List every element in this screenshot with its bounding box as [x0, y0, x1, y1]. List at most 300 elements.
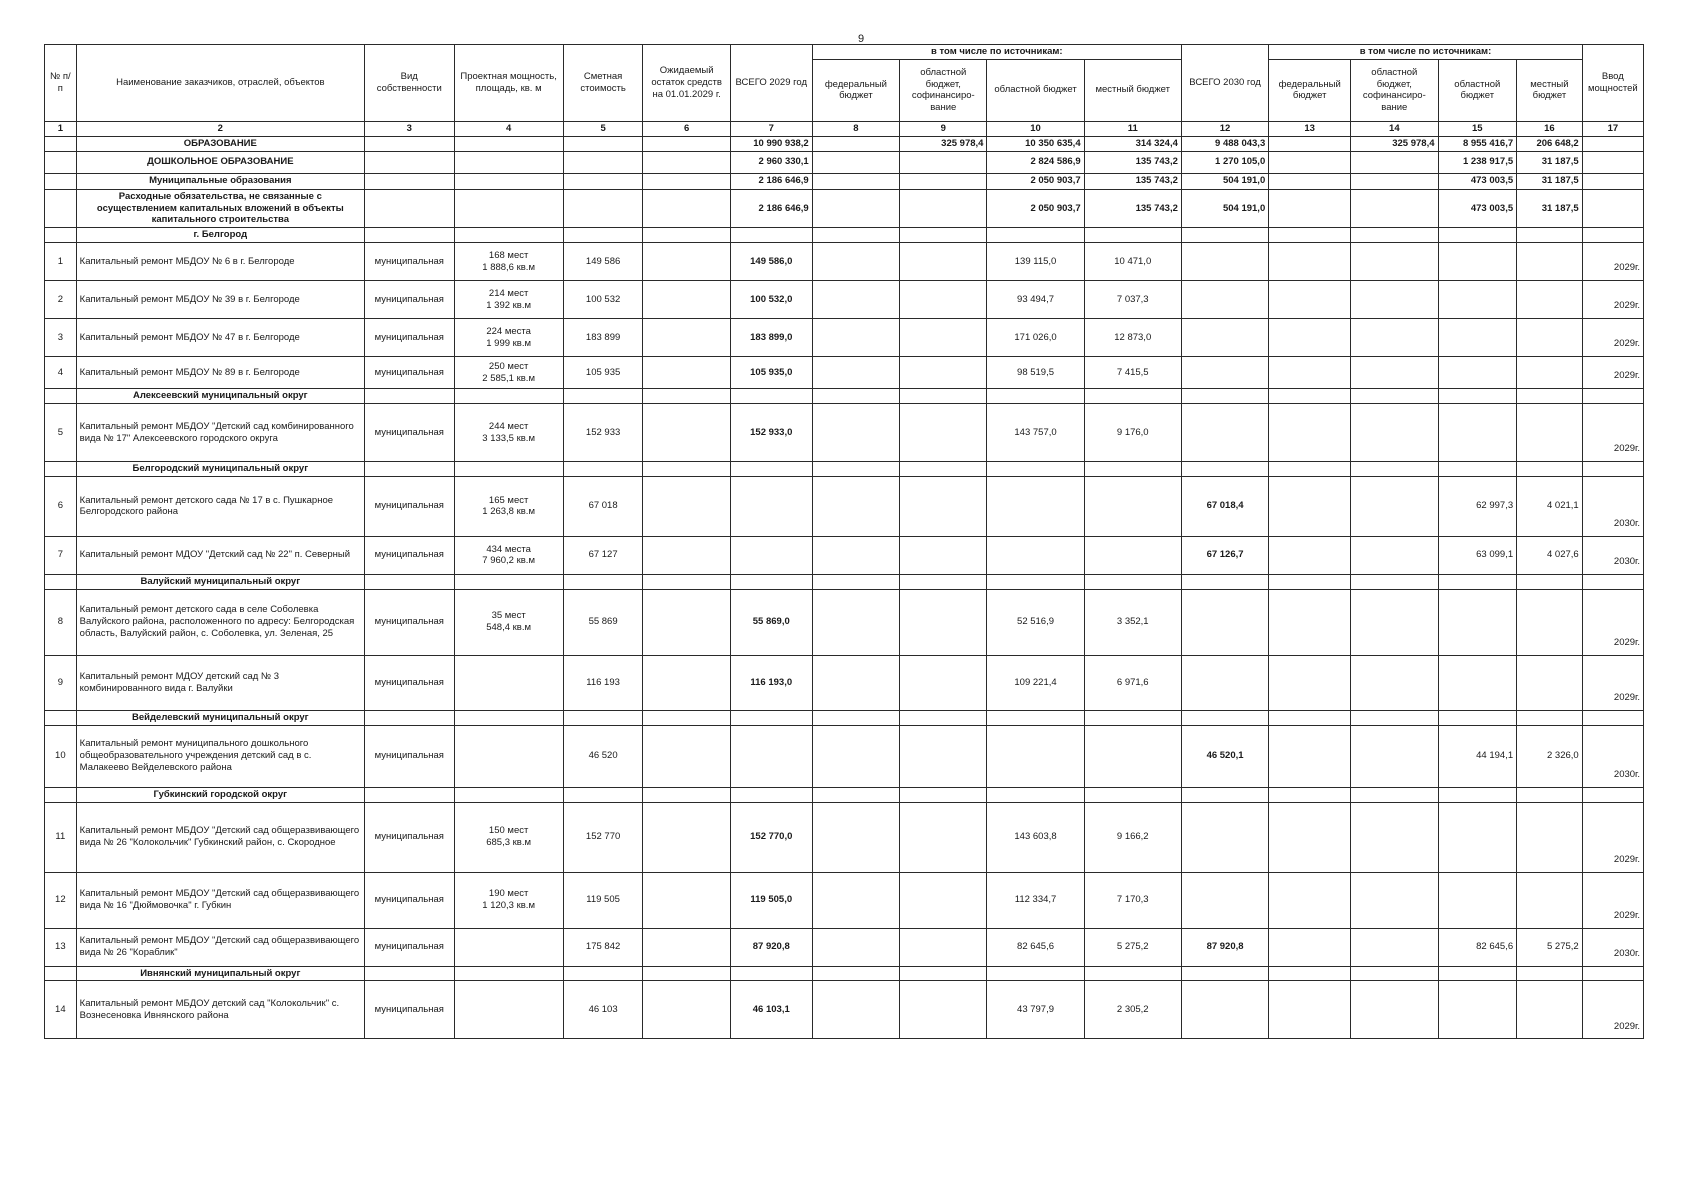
summary-label: Расходные обязательства, не связанные с осуществлением капитальных вложений в объекты капитального строительства — [76, 189, 364, 228]
total-2029: 105 935,0 — [730, 357, 812, 389]
empty-cell — [454, 966, 563, 981]
empty-cell — [563, 228, 643, 243]
local-budget: 5 275,2 — [1084, 928, 1181, 966]
federal-budget — [812, 536, 899, 574]
local-budget: 314 324,4 — [1084, 136, 1181, 151]
table-row — [45, 319, 1644, 357]
regional-cofin-2030 — [1351, 319, 1438, 357]
regional-budget: 2 050 903,7 — [987, 173, 1084, 189]
ownership: муниципальная — [364, 476, 454, 536]
total-2029: 183 899,0 — [730, 319, 812, 357]
balance — [643, 981, 730, 1039]
regional-cofin-2030 — [1351, 589, 1438, 655]
federal-budget — [812, 151, 899, 173]
empty-cell — [364, 710, 454, 725]
federal-budget — [812, 981, 899, 1039]
capacity — [454, 476, 563, 536]
federal-budget-2030 — [1269, 189, 1351, 228]
regional-cofin — [900, 655, 987, 710]
empty-cell — [364, 228, 454, 243]
federal-budget-2030 — [1269, 589, 1351, 655]
capacity-places: 434 места — [486, 543, 531, 555]
balance — [643, 725, 730, 787]
local-budget-2030 — [1517, 655, 1583, 710]
empty-cell — [643, 710, 730, 725]
table-row — [45, 725, 1644, 787]
empty-cell — [1351, 462, 1438, 477]
regional-budget-2030 — [1438, 655, 1517, 710]
empty-cell — [987, 966, 1084, 981]
regional-cofin-2030 — [1351, 189, 1438, 228]
capacity-places: 190 мест — [488, 888, 529, 900]
empty-cell — [812, 787, 899, 802]
total-2029: 152 770,0 — [730, 802, 812, 872]
regional-budget: 52 516,9 — [987, 589, 1084, 655]
object-name: Капитальный ремонт детского сада в селе Соболевка Валуйского района, расположенного по адресу: Белгородская область, Валуйский район, с. Соболевка, ул. Зеленая, 25 — [76, 589, 364, 655]
total-2030: 46 520,1 — [1181, 725, 1268, 787]
row-number — [45, 228, 77, 243]
total-2029: 10 990 938,2 — [730, 136, 812, 151]
empty-cell — [643, 787, 730, 802]
empty-cell — [454, 228, 563, 243]
total-2030 — [1181, 981, 1268, 1039]
federal-budget — [812, 173, 899, 189]
balance — [643, 357, 730, 389]
commission-year: 2030г. — [1582, 725, 1643, 787]
row-number: 9 — [45, 655, 77, 710]
empty-cell — [1084, 389, 1181, 404]
empty-cell — [1438, 710, 1517, 725]
empty-cell — [730, 710, 812, 725]
row-number: 8 — [45, 589, 77, 655]
capacity-places: 224 места — [486, 325, 531, 337]
local-budget: 135 743,2 — [1084, 173, 1181, 189]
commission-year: 2029г. — [1582, 872, 1643, 928]
empty-cell — [643, 574, 730, 589]
federal-budget-2030 — [1269, 357, 1351, 389]
regional-budget: 2 824 586,9 — [987, 151, 1084, 173]
commission-year: 2029г. — [1582, 802, 1643, 872]
balance — [643, 928, 730, 966]
empty-cell — [1438, 966, 1517, 981]
column-number: 2 — [76, 121, 364, 136]
regional-budget: 10 350 635,4 — [987, 136, 1084, 151]
empty-cell — [900, 389, 987, 404]
regional-cofin — [900, 536, 987, 574]
total-2030 — [1181, 802, 1268, 872]
empty-cell — [563, 136, 643, 151]
local-budget-2030: 206 648,2 — [1517, 136, 1583, 151]
empty-cell — [1582, 574, 1643, 589]
row-number: 6 — [45, 476, 77, 536]
column-number: 6 — [643, 121, 730, 136]
header-no: № п/п — [45, 45, 77, 122]
regional-budget-2030: 8 955 416,7 — [1438, 136, 1517, 151]
empty-cell — [1181, 966, 1268, 981]
empty-cell — [730, 787, 812, 802]
section-title: Вейделевский муниципальный округ — [76, 710, 364, 725]
regional-cofin-2030 — [1351, 151, 1438, 173]
commission-cell — [1582, 189, 1643, 228]
regional-cofin-2030 — [1351, 173, 1438, 189]
regional-cofin-2030 — [1351, 476, 1438, 536]
regional-cofin: 325 978,4 — [900, 136, 987, 151]
commission-year: 2030г. — [1582, 536, 1643, 574]
object-name: Капитальный ремонт муниципального дошкольного общеобразовательного учреждения детский сад в с. Малакеево Вейделевского района — [76, 725, 364, 787]
total-2030 — [1181, 281, 1268, 319]
total-2030: 504 191,0 — [1181, 173, 1268, 189]
table-row — [45, 243, 1644, 281]
header-regional: областной бюджет — [987, 59, 1084, 121]
local-budget-2030 — [1517, 404, 1583, 462]
regional-budget: 143 603,8 — [987, 802, 1084, 872]
empty-cell — [812, 966, 899, 981]
empty-cell — [987, 389, 1084, 404]
empty-cell — [563, 966, 643, 981]
row-number: 3 — [45, 319, 77, 357]
empty-cell — [900, 966, 987, 981]
table-row — [45, 281, 1644, 319]
row-number: 13 — [45, 928, 77, 966]
empty-cell — [1181, 787, 1268, 802]
total-2030: 9 488 043,3 — [1181, 136, 1268, 151]
empty-cell — [1084, 228, 1181, 243]
local-budget — [1084, 476, 1181, 536]
object-name: Капитальный ремонт МБДОУ "Детский сад общеразвивающего вида № 26 "Кораблик" — [76, 928, 364, 966]
empty-cell — [563, 151, 643, 173]
object-name: Капитальный ремонт МБДОУ № 6 в г. Белгороде — [76, 243, 364, 281]
ownership: муниципальная — [364, 981, 454, 1039]
regional-cofin — [900, 404, 987, 462]
ownership: муниципальная — [364, 725, 454, 787]
empty-cell — [1582, 389, 1643, 404]
local-budget-2030 — [1517, 357, 1583, 389]
empty-cell — [1582, 787, 1643, 802]
row-number: 10 — [45, 725, 77, 787]
regional-budget-2030: 82 645,6 — [1438, 928, 1517, 966]
empty-cell — [1269, 787, 1351, 802]
empty-cell — [364, 136, 454, 151]
regional-cofin — [900, 589, 987, 655]
empty-cell — [1438, 787, 1517, 802]
empty-cell — [1438, 228, 1517, 243]
commission-year: 2029г. — [1582, 319, 1643, 357]
empty-cell — [643, 228, 730, 243]
object-name: Капитальный ремонт МБДОУ "Детский сад общеразвивающего вида № 16 "Дюймовочка" г. Губкин — [76, 872, 364, 928]
local-budget: 2 305,2 — [1084, 981, 1181, 1039]
regional-cofin-2030 — [1351, 802, 1438, 872]
federal-budget-2030 — [1269, 725, 1351, 787]
column-number: 11 — [1084, 121, 1181, 136]
summary-row — [45, 173, 1644, 189]
estimate-cost: 175 842 — [563, 928, 643, 966]
empty-cell — [563, 574, 643, 589]
regional-cofin — [900, 928, 987, 966]
total-2030 — [1181, 404, 1268, 462]
local-budget-2030: 31 187,5 — [1517, 189, 1583, 228]
section-row — [45, 787, 1644, 802]
ownership: муниципальная — [364, 928, 454, 966]
ownership: муниципальная — [364, 655, 454, 710]
estimate-cost: 46 103 — [563, 981, 643, 1039]
section-row — [45, 966, 1644, 981]
empty-cell — [454, 710, 563, 725]
regional-budget: 82 645,6 — [987, 928, 1084, 966]
empty-cell — [1438, 574, 1517, 589]
estimate-cost: 67 018 — [563, 476, 643, 536]
column-number: 10 — [987, 121, 1084, 136]
section-title: Валуйский муниципальный округ — [76, 574, 364, 589]
row-number — [45, 389, 77, 404]
balance — [643, 872, 730, 928]
total-2030: 67 018,4 — [1181, 476, 1268, 536]
capacity-area: 685,3 кв.м — [486, 837, 532, 848]
commission-cell — [1582, 173, 1643, 189]
row-number — [45, 173, 77, 189]
regional-budget: 93 494,7 — [987, 281, 1084, 319]
regional-cofin — [900, 872, 987, 928]
total-2029: 55 869,0 — [730, 589, 812, 655]
empty-cell — [1269, 710, 1351, 725]
total-2030: 67 126,7 — [1181, 536, 1268, 574]
empty-cell — [730, 966, 812, 981]
header-local: местный бюджет — [1084, 59, 1181, 121]
table-row — [45, 655, 1644, 710]
empty-cell — [454, 136, 563, 151]
commission-year: 2030г. — [1582, 928, 1643, 966]
federal-budget-2030 — [1269, 476, 1351, 536]
section-title: Губкинский городской округ — [76, 787, 364, 802]
column-number: 12 — [1181, 121, 1268, 136]
empty-cell — [1084, 710, 1181, 725]
object-name: Капитальный ремонт МБДОУ № 89 в г. Белгороде — [76, 357, 364, 389]
ownership: муниципальная — [364, 872, 454, 928]
federal-budget-2030 — [1269, 173, 1351, 189]
empty-cell — [1269, 966, 1351, 981]
local-budget-2030 — [1517, 981, 1583, 1039]
column-number: 5 — [563, 121, 643, 136]
local-budget-2030: 4 027,6 — [1517, 536, 1583, 574]
federal-budget-2030 — [1269, 655, 1351, 710]
balance — [643, 589, 730, 655]
estimate-cost: 67 127 — [563, 536, 643, 574]
balance — [643, 536, 730, 574]
estimate-cost: 105 935 — [563, 357, 643, 389]
header-local-2: местный бюджет — [1517, 59, 1583, 121]
regional-cofin-2030 — [1351, 404, 1438, 462]
regional-budget: 143 757,0 — [987, 404, 1084, 462]
capacity-places: 168 мест — [488, 249, 529, 261]
table-row — [45, 536, 1644, 574]
section-title: г. Белгород — [76, 228, 364, 243]
empty-cell — [1269, 228, 1351, 243]
header-federal-2: федеральный бюджет — [1269, 59, 1351, 121]
regional-cofin — [900, 189, 987, 228]
empty-cell — [364, 173, 454, 189]
total-2029: 2 186 646,9 — [730, 189, 812, 228]
regional-budget — [987, 725, 1084, 787]
total-2029: 46 103,1 — [730, 981, 812, 1039]
local-budget-2030 — [1517, 243, 1583, 281]
regional-cofin — [900, 243, 987, 281]
empty-cell — [1517, 710, 1583, 725]
empty-cell — [1351, 966, 1438, 981]
row-number: 1 — [45, 243, 77, 281]
federal-budget-2030 — [1269, 151, 1351, 173]
commission-year: 2029г. — [1582, 981, 1643, 1039]
commission-year: 2029г. — [1582, 655, 1643, 710]
header-capacity: Проектная мощность, площадь, кв. м — [454, 45, 563, 122]
estimate-cost: 119 505 — [563, 872, 643, 928]
header-sources-2030: в том числе по источникам: — [1269, 45, 1582, 60]
table-header — [45, 45, 1644, 137]
empty-cell — [454, 151, 563, 173]
capacity — [454, 802, 563, 872]
capacity — [454, 981, 563, 1039]
local-budget-2030 — [1517, 319, 1583, 357]
capacity — [454, 655, 563, 710]
regional-budget: 112 334,7 — [987, 872, 1084, 928]
row-number — [45, 966, 77, 981]
header-regional-2: областной бюджет — [1438, 59, 1517, 121]
header-regional-cofin: областной бюджет, софинансиро-вание — [900, 59, 987, 121]
regional-budget-2030 — [1438, 589, 1517, 655]
regional-budget-2030: 473 003,5 — [1438, 173, 1517, 189]
object-name: Капитальный ремонт МБДОУ № 39 в г. Белгороде — [76, 281, 364, 319]
local-budget-2030: 4 021,1 — [1517, 476, 1583, 536]
capacity-area: 1 263,8 кв.м — [482, 506, 535, 518]
empty-cell — [730, 574, 812, 589]
local-budget: 135 743,2 — [1084, 151, 1181, 173]
section-row — [45, 389, 1644, 404]
regional-cofin-2030 — [1351, 655, 1438, 710]
local-budget: 12 873,0 — [1084, 319, 1181, 357]
empty-cell — [643, 462, 730, 477]
federal-budget — [812, 319, 899, 357]
estimate-cost: 152 770 — [563, 802, 643, 872]
empty-cell — [364, 151, 454, 173]
empty-cell — [364, 389, 454, 404]
capacity — [454, 404, 563, 462]
local-budget: 9 176,0 — [1084, 404, 1181, 462]
regional-cofin-2030 — [1351, 981, 1438, 1039]
capacity-places: 244 мест — [488, 420, 529, 432]
header-total-2030: ВСЕГО 2030 год — [1181, 45, 1268, 122]
balance — [643, 281, 730, 319]
empty-cell — [1517, 462, 1583, 477]
empty-cell — [563, 710, 643, 725]
column-number: 1 — [45, 121, 77, 136]
column-number: 14 — [1351, 121, 1438, 136]
column-number: 4 — [454, 121, 563, 136]
regional-cofin — [900, 476, 987, 536]
federal-budget-2030 — [1269, 319, 1351, 357]
empty-cell — [1582, 966, 1643, 981]
regional-cofin — [900, 802, 987, 872]
local-budget: 7 415,5 — [1084, 357, 1181, 389]
regional-budget: 98 519,5 — [987, 357, 1084, 389]
total-2029: 149 586,0 — [730, 243, 812, 281]
capacity-places: 165 мест — [488, 494, 529, 506]
federal-budget — [812, 655, 899, 710]
empty-cell — [563, 462, 643, 477]
estimate-cost: 46 520 — [563, 725, 643, 787]
estimate-cost: 55 869 — [563, 589, 643, 655]
regional-cofin — [900, 725, 987, 787]
total-2030: 87 920,8 — [1181, 928, 1268, 966]
federal-budget — [812, 802, 899, 872]
regional-budget: 43 797,9 — [987, 981, 1084, 1039]
commission-year: 2029г. — [1582, 243, 1643, 281]
empty-cell — [1517, 228, 1583, 243]
row-number — [45, 136, 77, 151]
total-2029: 87 920,8 — [730, 928, 812, 966]
table-row — [45, 872, 1644, 928]
regional-cofin — [900, 173, 987, 189]
row-number — [45, 574, 77, 589]
ownership: муниципальная — [364, 802, 454, 872]
empty-cell — [812, 462, 899, 477]
regional-budget: 171 026,0 — [987, 319, 1084, 357]
balance — [643, 243, 730, 281]
empty-cell — [364, 462, 454, 477]
capacity-area: 548,4 кв.м — [486, 622, 532, 634]
table-row — [45, 981, 1644, 1039]
empty-cell — [454, 787, 563, 802]
section-title: Ивнянский муниципальный округ — [76, 966, 364, 981]
regional-cofin-2030 — [1351, 281, 1438, 319]
table-row — [45, 404, 1644, 462]
empty-cell — [730, 228, 812, 243]
section-row — [45, 228, 1644, 243]
ownership: муниципальная — [364, 243, 454, 281]
federal-budget-2030 — [1269, 536, 1351, 574]
regional-cofin-2030 — [1351, 872, 1438, 928]
row-number: 2 — [45, 281, 77, 319]
empty-cell — [563, 173, 643, 189]
total-2029 — [730, 476, 812, 536]
local-budget — [1084, 536, 1181, 574]
row-number — [45, 462, 77, 477]
total-2030 — [1181, 872, 1268, 928]
regional-budget-2030: 63 099,1 — [1438, 536, 1517, 574]
empty-cell — [454, 574, 563, 589]
regional-cofin-2030 — [1351, 725, 1438, 787]
commission-cell — [1582, 151, 1643, 173]
empty-cell — [1084, 574, 1181, 589]
local-budget: 9 166,2 — [1084, 802, 1181, 872]
header-ownership: Вид собственности — [364, 45, 454, 122]
total-2029: 119 505,0 — [730, 872, 812, 928]
capacity-places: 214 мест — [488, 287, 529, 299]
column-number: 3 — [364, 121, 454, 136]
local-budget-2030 — [1517, 281, 1583, 319]
empty-cell — [1517, 966, 1583, 981]
object-name: Капитальный ремонт МБДОУ "Детский сад комбинированного вида № 17" Алексеевского городского округа — [76, 404, 364, 462]
empty-cell — [1181, 462, 1268, 477]
empty-cell — [364, 189, 454, 228]
empty-cell — [643, 151, 730, 173]
column-number: 8 — [812, 121, 899, 136]
empty-cell — [1084, 462, 1181, 477]
local-budget-2030 — [1517, 589, 1583, 655]
empty-cell — [643, 189, 730, 228]
empty-cell — [900, 710, 987, 725]
empty-cell — [1084, 787, 1181, 802]
row-number: 5 — [45, 404, 77, 462]
empty-cell — [1269, 462, 1351, 477]
empty-cell — [1517, 574, 1583, 589]
